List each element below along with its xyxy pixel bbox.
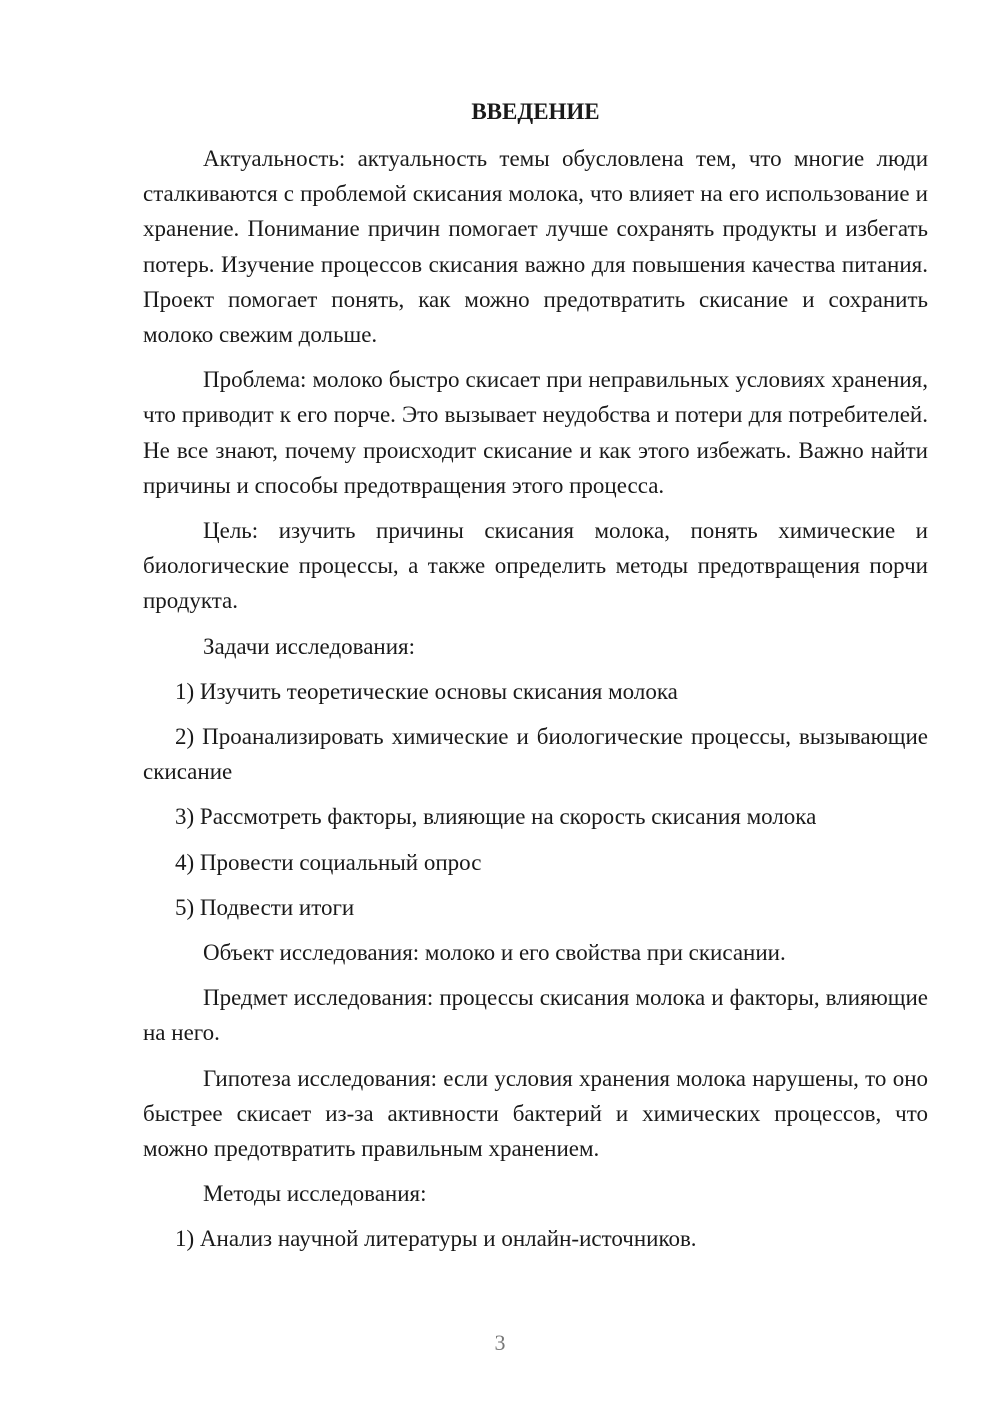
paragraph-relevance: Актуальность: актуальность темы обусловлена тем, что многие люди сталкиваются с проблемой скисания молока, что влияет на его использование и хранение. Понимание причин помогает лучше сохранять продукты и избегать потерь. Изучение процессов скисания важно для повышения качества питания. Проект помогает понять, как можно предотвратить скисание и сохранить молоко свежим дольше. [143,146,928,348]
page-title: ВВЕДЕНИЕ [471,99,600,124]
task-item: 4) Провести социальный опрос [175,849,482,875]
paragraph-problem: Проблема: молоко быстро скисает при неправильных условиях хранения, что приводит к его порче. Это вызывает неудобства и потери для потребителей. Не все знают, почему происходит скисание и как этого избежать. Важно найти причины и способы предотвращения этого процесса. [143,367,928,498]
methods-heading: Методы исследования: [203,1181,427,1207]
page-content [143,94,928,1267]
task-item: 1) Изучить теоретические основы скисания молока [175,678,678,704]
method-item: 1) Анализ научной литературы и онлайн-источников. [175,1226,697,1252]
task-item: 3) Рассмотреть факторы, влияющие на скорость скисания молока [175,804,817,830]
paragraph-hypothesis: Гипотеза исследования: если условия хранения молока нарушены, то оно быстрее скисает из-за активности бактерий и химических процессов, что можно предотвратить правильным хранением. [143,1065,928,1162]
paragraph-object: Объект исследования: молоко и его свойства при скисании. [203,940,786,966]
tasks-heading: Задачи исследования: [203,633,416,659]
paragraph-goal: Цель: изучить причины скисания молока, понять химические и биологические процессы, а также определить методы предотвращения порчи продукта. [143,518,928,614]
task-item: 5) Подвести итоги [175,894,355,920]
task-item: 2) Проанализировать химические и биологические процессы, вызывающие скисание [143,724,928,785]
page-number: 3 [494,1330,506,1355]
paragraph-subject: Предмет исследования: процессы скисания молока и факторы, влияющие на него. [143,985,928,1046]
